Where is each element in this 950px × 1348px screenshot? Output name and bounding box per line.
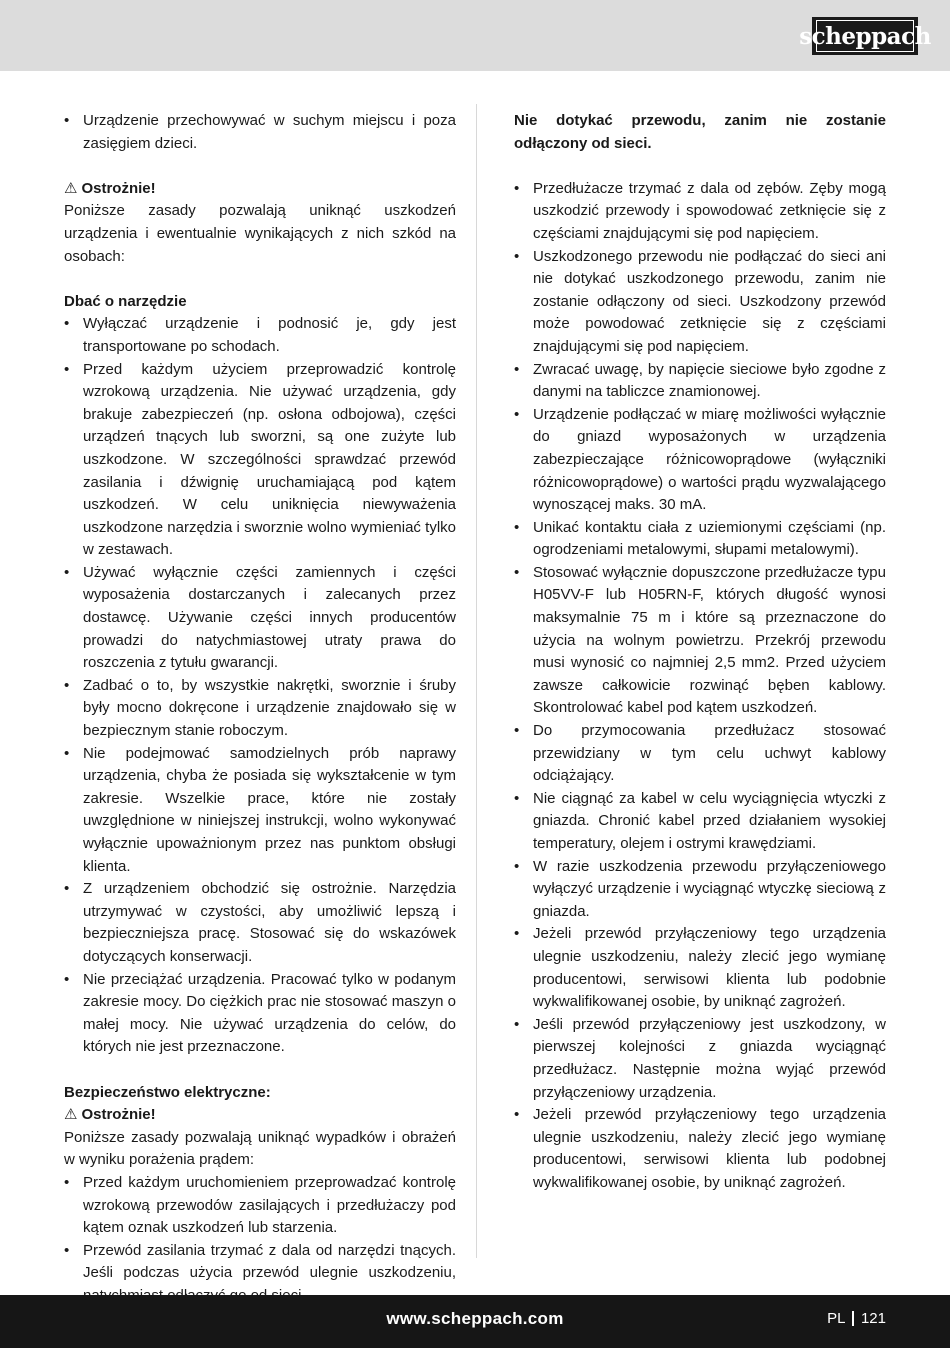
website-link[interactable]: www.scheppach.com [386,1309,564,1328]
page-header [0,0,950,71]
section-heading-electric: Bezpieczeństwo elektryczne: [64,1083,271,1101]
electric-list [64,1172,456,1308]
section-heading-care: Dbać o narzędzie [64,292,187,310]
page-indicator [827,1310,886,1327]
list-item: • Nie podejmować samodzielnych prób naprawy urządzenia, chyba że posiada się wykształcenie w tym zakresie. Wszelkie prace, które nie zostały uwzględnione w niniejszej instrukcji, wolno wykonywać wyłącznie upoważnionym przez nas punktom obsługi klienta. [64,743,456,879]
caution-title: Ostrożnie! [81,179,156,197]
separator [852,1311,854,1326]
intro-list [64,110,456,155]
list-item: • Nie przeciążać urządzenia. Pracować tylko w podanym zakresie mocy. Do ciężkich prac nie stosować maszyn o małej mocy. Nie używać urządzenia do celów, do których nie jest przeznaczone. [64,969,456,1059]
caution-title: Ostrożnie! [81,1106,156,1124]
list-item: • Jeżeli przewód przyłączeniowy tego urządzenia ulegnie uszkodzeniu, należy zlecić jego wymianę producentowi, serwisowi klienta lub podobnej wykwalifikowanej osobie, by uniknąć zagrożeń. [514,1104,886,1194]
list-item: • Stosować wyłącznie dopuszczone przedłużacze typu H05VV-F lub H05RN-F, których długość wynosi maksymalnie 75 m i które są przeznaczone do użycia na wolnym powietrzu. Przekrój przewodu musi wynosić co najmniej 2,5 mm2. Przed użyciem zawsze całkowicie rozwinąć bęben kablowy. Skontrolować kabel pod kątem uszkodzeń. [514,562,886,720]
left-column [64,110,456,1307]
list-item: • Jeżeli przewód przyłączeniowy tego urządzenia ulegnie uszkodzeniu, należy zlecić jego wymianę producentowi, serwisowi klienta lub podobnie wykwalifikowanej osobie, by uniknąć zagrożeń. [514,923,886,1013]
list-item: • Przewód zasilania trzymać z dala od narzędzi tnących. Jeśli podczas użycia przewód ulegnie uszkodzeniu, [64,1240,456,1308]
caution-text: Poniższe zasady pozwalają uniknąć uszkodzeń urządzenia i ewentualnie wynikających z nich szkód na osobach: [64,202,456,265]
list-item: • Urządzenie podłączać w miarę możliwości wyłącznie do gniazd wyposażonych w urządzenia zabezpieczające różnicowoprądowe (wyłączniki różnicowoprądowe) o wartości prądu wyzwalającego wynoszącej maks. 30 mA. [514,404,886,517]
list-item: • Uszkodzonego przewodu nie podłączać do sieci ani nie dotykać uszkodzonego przewodu, zanim nie zostanie odłączony od sieci. Uszkodzony przewód może powodować zetknięcie się z częściami znajdującymi się pod napięciem. [514,246,886,359]
electric-list-continued [514,178,886,1195]
caution-text: Poniższe zasady pozwalają uniknąć wypadków i obrażeń w wyniku porażenia prądem: [64,1128,456,1169]
page-footer [0,1295,950,1348]
list-item: • Do przymocowania przedłużacz stosować przewidziany w tym celu uchwyt kablowy odciążający. [514,720,886,788]
list-item: • Urządzenie przechowywać w suchym miejscu i poza zasięgiem dzieci. [64,110,456,155]
column-divider [476,104,477,1258]
list-item: • W razie uszkodzenia przewodu przyłączeniowego wyłączyć urządzenie i wyciągnąć wtyczkę sieciową z gniazda. [514,856,886,924]
list-item: • Wyłączać urządzenie i podnosić je, gdy jest transportowane po schodach. [64,313,456,358]
list-item: • Zadbać o to, by wszystkie nakrętki, sworznie i śruby były mocno dokręcone i urządzenie znajdowało się w bezpiecznym stanie roboczym. [64,675,456,743]
scheppach-logo: scheppach [812,17,918,55]
caution-heading [64,1104,456,1127]
intro-warning: Nie dotykać przewodu, zanim nie zostanie odłączony od sieci. [514,112,886,152]
list-item: • Przed każdym uruchomieniem przeprowadzać kontrolę wzrokową przewodów zasilających i przedłużaczy pod kątem oznak uszkodzeń lub starzenia. [64,1172,456,1240]
warning-triangle-icon: ⚠ [64,1106,78,1124]
list-item: • Jeśli przewód przyłączeniowy jest uszkodzony, w pierwszej kolejności z gniazda wyciągnąć przedłużacz. Następnie można wyjąć przewód przyłączeniowy urządzenia. [514,1014,886,1104]
list-item: • Używać wyłącznie części zamiennych i części wyposażenia dostarczanych i zalecanych przez dostawcę. Używanie części innych producentów prowadzi do natychmiastowej utraty prawa do roszczenia z tytułu gwarancji. [64,562,456,675]
list-item: • Nie ciągnąć za kabel w celu wyciągnięcia wtyczki z gniazda. Chronić kabel przed działaniem wysokiej temperatury, olejem i ostrymi krawędziami. [514,788,886,856]
language-code: PL [827,1310,846,1327]
warning-triangle-icon: ⚠ [64,179,78,197]
right-column [514,110,886,1195]
care-list [64,313,456,1059]
list-item: • Przed każdym użyciem przeprowadzić kontrolę wzrokową urządzenia. Nie używać urządzenia, gdy brakuje zabezpieczeń (np. osłona odbojowa), części urządzeń tnących lub sworzni, są one zużyte lub uszkodzone. W szczególności sprawdzać przewód zasilania i dźwignię uruchamiającą pod kątem uszkodzeń. W celu uniknięcia niewyważenia uszkodzone narzędzia i sworznie wolno wymieniać tylko w zestawach. [64,359,456,562]
page-number: 121 [860,1310,886,1327]
list-item: • Z urządzeniem obchodzić się ostrożnie. Narzędzia utrzymywać w czystości, aby umożliwić lepszą i bezpieczniejsza pracę. Stosować się do wskazówek dotyczących konserwacji. [64,878,456,968]
list-item: • Przedłużacze trzymać z dala od zębów. Zęby mogą uszkodzić przewody i spowodować zetknięcie się z częściami znajdującymi się pod napięciem. [514,178,886,246]
list-item: • Unikać kontaktu ciała z uziemionymi częściami (np. ogrodzeniami metalowymi, słupami metalowymi). [514,517,886,562]
list-item: • Zwracać uwagę, by napięcie sieciowe było zgodne z danymi na tabliczce znamionowej. [514,359,886,404]
caution-heading [64,178,456,201]
